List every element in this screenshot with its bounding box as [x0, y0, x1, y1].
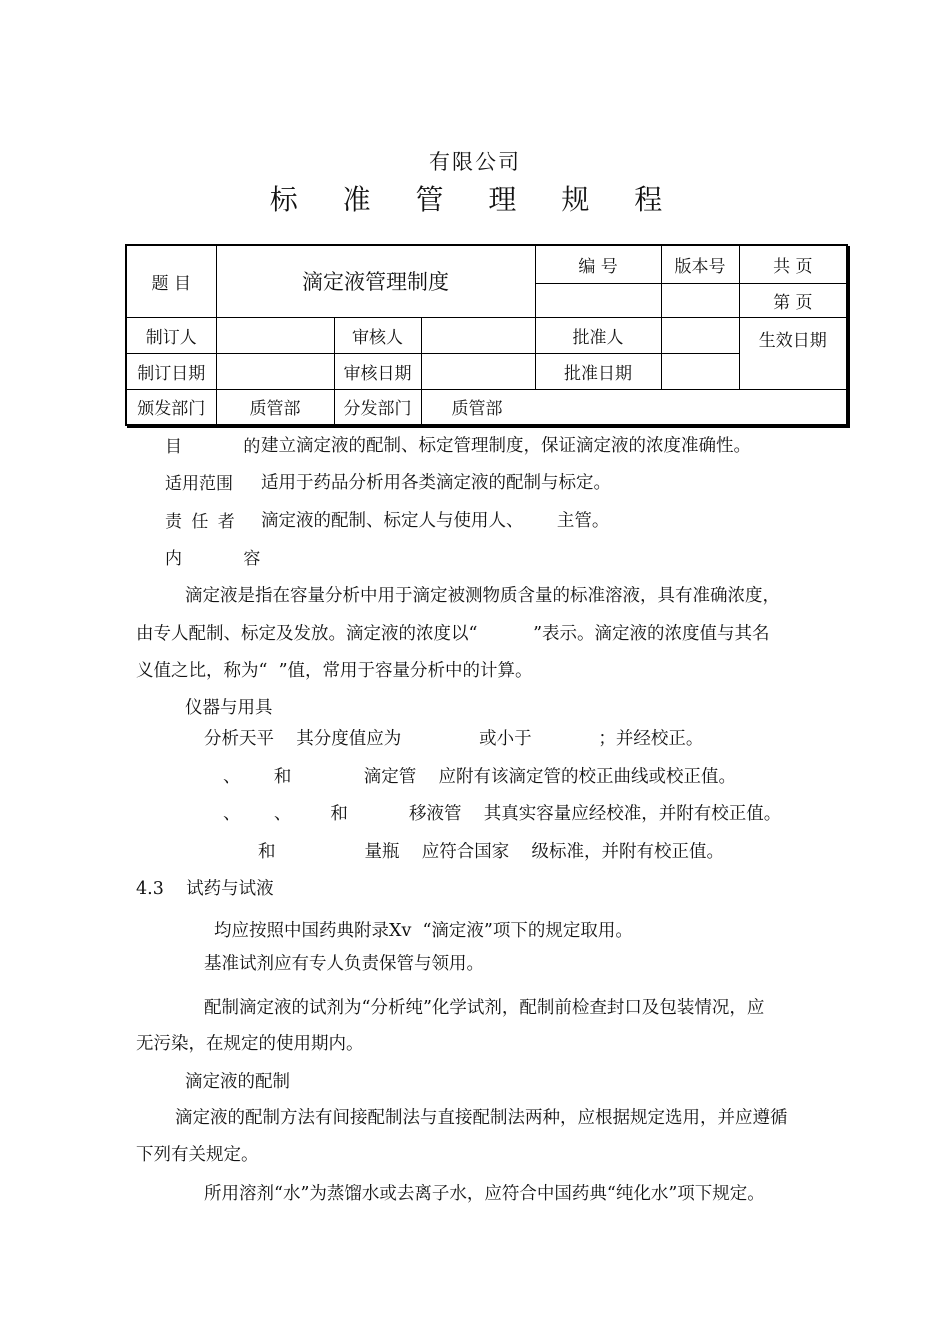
intro-line-3: 义值之比，称为“ ”值，常用于容量分析中的计算。: [136, 661, 533, 681]
responsible-label: 责 任 者: [165, 512, 237, 532]
prep-heading: 滴定液的配制: [185, 1072, 290, 1092]
version-value: [661, 283, 739, 317]
intro-line-2: 由专人配制、标定及发放。滴定液的浓度以“ ”表示。滴定液的浓度值与其名: [136, 624, 770, 644]
purpose-text: 建立滴定液的配制、标定管理制度，保证滴定液的浓度准确性。: [261, 436, 751, 456]
draft-date-value: [216, 353, 334, 389]
responsible-text: 滴定液的配制、标定人与使用人、 主管。: [261, 511, 610, 531]
approve-date-label: 批准日期: [535, 353, 661, 389]
intro-line-1: 滴定液是指在容量分析中用于滴定被测物质含量的标准溶液，具有准确浓度，: [185, 586, 780, 606]
version-label: 版本号: [661, 245, 739, 283]
effective-date-label: 生效日期: [739, 317, 847, 389]
reagents-para-line-1: 配制滴定液的试剂为“分析纯”化学试剂，配制前检查封口及包装情况，应: [204, 998, 765, 1018]
pipette-line: 、 、 和 移液管 其真实容量应经校准，并附有校正值。: [223, 804, 782, 824]
burette-line: 、 和 滴定管 应附有该滴定管的校正曲线或校正值。: [223, 767, 736, 787]
subject-label: 题 目: [126, 245, 216, 317]
approver-value: [661, 317, 739, 353]
code-label: 编 号: [535, 245, 661, 283]
review-date-label: 审核日期: [334, 353, 421, 389]
drafter-value: [216, 317, 334, 353]
purpose-label: 目 的: [165, 437, 289, 457]
company-name: 有限公司: [429, 150, 521, 174]
drafter-label: 制订人: [126, 317, 216, 353]
draft-date-label: 制订日期: [126, 353, 216, 389]
instruments-heading: 仪器与用具: [185, 698, 273, 718]
distribute-dept-value: 质管部: [421, 389, 847, 425]
review-date-value: [421, 353, 535, 389]
code-value: [535, 283, 661, 317]
prep-para-line-2: 下列有关规定。: [136, 1145, 259, 1165]
total-pages-label: 共 页: [739, 245, 847, 283]
document-header-table: [125, 244, 848, 426]
issue-dept-label: 颁发部门: [126, 389, 216, 425]
reviewer-label: 审核人: [334, 317, 421, 353]
water-line: 所用溶剂“水”为蒸馏水或去离子水，应符合中国药典“纯化水”项下规定。: [204, 1184, 765, 1204]
content-label: 内 容: [165, 549, 289, 569]
reagents-heading: 4.3 试药与试液: [136, 879, 274, 899]
approver-label: 批准人: [535, 317, 661, 353]
prep-para-line-1: 滴定液的配制方法有间接配制法与直接配制法两种，应根据规定选用，并应遵循: [175, 1108, 788, 1128]
reagents-line-1: 均应按照中国药典附录Ⅹv “滴定液”项下的规定取用。: [214, 921, 633, 941]
flask-line: 和 量瓶 应符合国家 级标准，并附有校正值。: [258, 842, 725, 862]
scope-text: 适用于药品分析用各类滴定液的配制与标定。: [261, 473, 611, 493]
reagents-para-line-2: 无污染，在规定的使用期内。: [136, 1034, 364, 1054]
reviewer-value: [421, 317, 535, 353]
balance-line: 分析天平 其分度值应为 或小于 ；并经校正。: [204, 729, 704, 749]
subject-value: 滴定液管理制度: [216, 245, 535, 317]
issue-dept-value: 质管部: [216, 389, 334, 425]
scope-label: 适用范围: [165, 474, 233, 494]
document-title: 标 准 管 理 规 程: [269, 183, 681, 216]
distribute-dept-label: 分发部门: [334, 389, 421, 425]
page-label: 第 页: [739, 283, 847, 317]
approve-date-value: [661, 353, 739, 389]
reagents-line-2: 基准试剂应有专人负责保管与领用。: [204, 954, 484, 974]
